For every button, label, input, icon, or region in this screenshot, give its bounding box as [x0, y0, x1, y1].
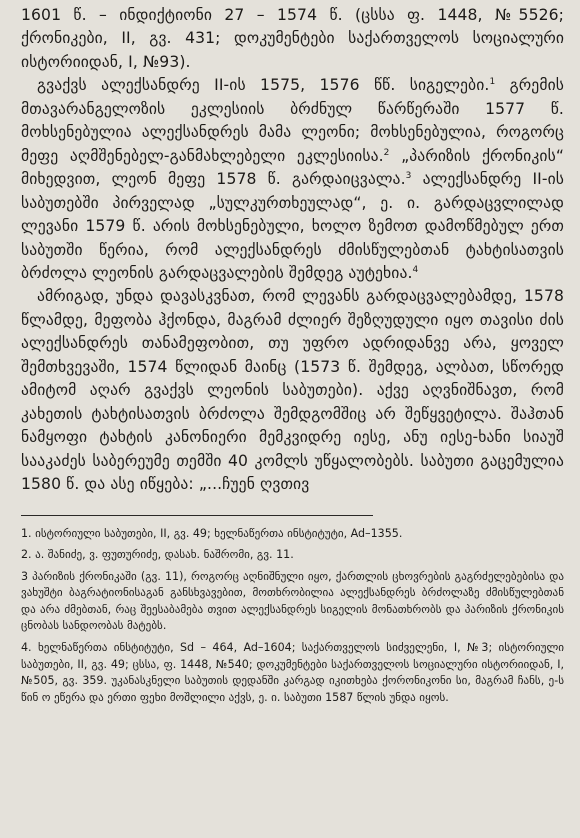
footnote-4: 4. ხელნაწერთა ინსტიტუტი, Sd – 464, Ad–1604; საქართველოს სიძველენი, I, №3; ისტორიული საბუთები, II, გვ. 49; ცსსა, ფ. 1448, №540; დოკუმენტები საქართველოს სოციალური ისტორიიდან, I, №505, გვ. 359. უკანასკნელი საბუთის დედანში კარგად იკითხება ქორონიკონი სი, მაგრამ ჩანს, ე-ს წინ ო ეწერა და ერთი ფეხი მოშლილი აქვს, ე. ი. საბუთი 1587 წლის უნდა იყოს. [21, 641, 564, 704]
footnote-ref-1: 1 [489, 77, 496, 88]
main-text [21, 4, 564, 497]
footnote-3: 3 პარიზის ქრონიკაში (გვ. 11), როგორც აღნიშნული იყო, ქართლის ცხოვრების გაგრძელებებისა და ვახუშტი ბაგრატიონისაგან განსხვავებით, მოთხრობილია ალექსანდრეს ბრძოლაზე ძმისწულებთან და არა ძმებთან, რაც შეესაბამება თვით ალექსანდრეს სიგელის მონათხრობს და პარიზის ქრონიკის ცნობას სანდოობას მატებს. [21, 569, 564, 633]
paragraph-1: 1601 წ. – ინდიქტიონი 27 – 1574 წ. (ცსსა ფ. 1448, №5526; ქრონიკები, II, გვ. 431; დოკუმენტები საქართველოს სოციალური ისტორიიდან, I, №93). [21, 6, 564, 71]
footnote-ref-3: 3 [405, 170, 412, 181]
footnotes [21, 526, 564, 707]
paragraph-2-part-d: ალექსანდრე II-ის საბუთებში პირველად „სულკურთხეულად“, ე. ი. გარდაცვლილად ლევანი 1579 წ. არის მოხსენებული, ხოლო ზემოთ დამოწმებულ ერთ საბუთში წერია, რომ ალექსანდრეს ძმისწულებთან ტახტისათვის ბრძოლა ლეონის გარდაცვალების შემდეგ აუტეხია. [21, 170, 565, 282]
paragraph-3: ამრიგად, უნდა დავასკვნათ, რომ ლევანს გარდაცვალებამდე, 1578 წლამდე, მეფობა ჰქონდა, მაგრამ ძლიერ შეზღუდული იყო თავისი ძის ალექსანდრეს თანამეფობით, თუ უფრო ადრიდანვე არა, ყოველ შემთხვევაში, 1574 წლიდან მაინც (1573 წ. შემდეგ, ალბათ, სწორედ ამიტომ აღარ გვაქვს ლეონის საბუთები). აქვე აღვნიშნავთ, რომ კახეთის ტახტისათვის ბრძოლა შემდგომშიც არ შეწყვეტილა. შაჰთან ნამყოფი ტახტის კანონიერი მემკვიდრე იესე, ანუ იესე-ხანი სიაუშ სააკაძეს საბერეუმე თემში 40 კომლს უწყალობებს. საბუთი გაცემულია 1580 წ. და ასე იწყება: „...ჩუენ ღვთივ [21, 287, 564, 494]
paragraph-2-part-c: „პარიზის ქრონიკის“ მიხედვით, ლეონ მეფე 1578 წ. გარდაიცვალა. [21, 146, 564, 189]
footnote-ref-4: 4 [412, 264, 419, 275]
paragraph-2-part-a: გვაქვს ალექსანდრე II-ის 1575, 1576 წწ. სიგელები. [37, 76, 490, 95]
paragraph-2-part-b: გრემის მთავარანგელოზის ეკლესიის ბრძნულ წარწერაში 1577 წ. მოხსენებულია ალექსანდრეს მამა ლეონი; მოხსენებულია, როგორც მეფე აღმშენებელ-განმახლებელი ეკლესიისა. [21, 76, 564, 165]
paragraph-2 [21, 74, 564, 285]
footnote-2: 2. ა. შანიძე, ვ. ფუთურიძე, დასახ. ნაშრომი, გვ. 11. [21, 548, 294, 562]
footnote-ref-2: 2 [383, 147, 390, 158]
footnote-separator [21, 515, 373, 516]
footnote-1: 1. ისტორიული საბუთები, II, გვ. 49; ხელნაწერთა ინსტიტუტი, Ad–1355. [21, 526, 403, 540]
